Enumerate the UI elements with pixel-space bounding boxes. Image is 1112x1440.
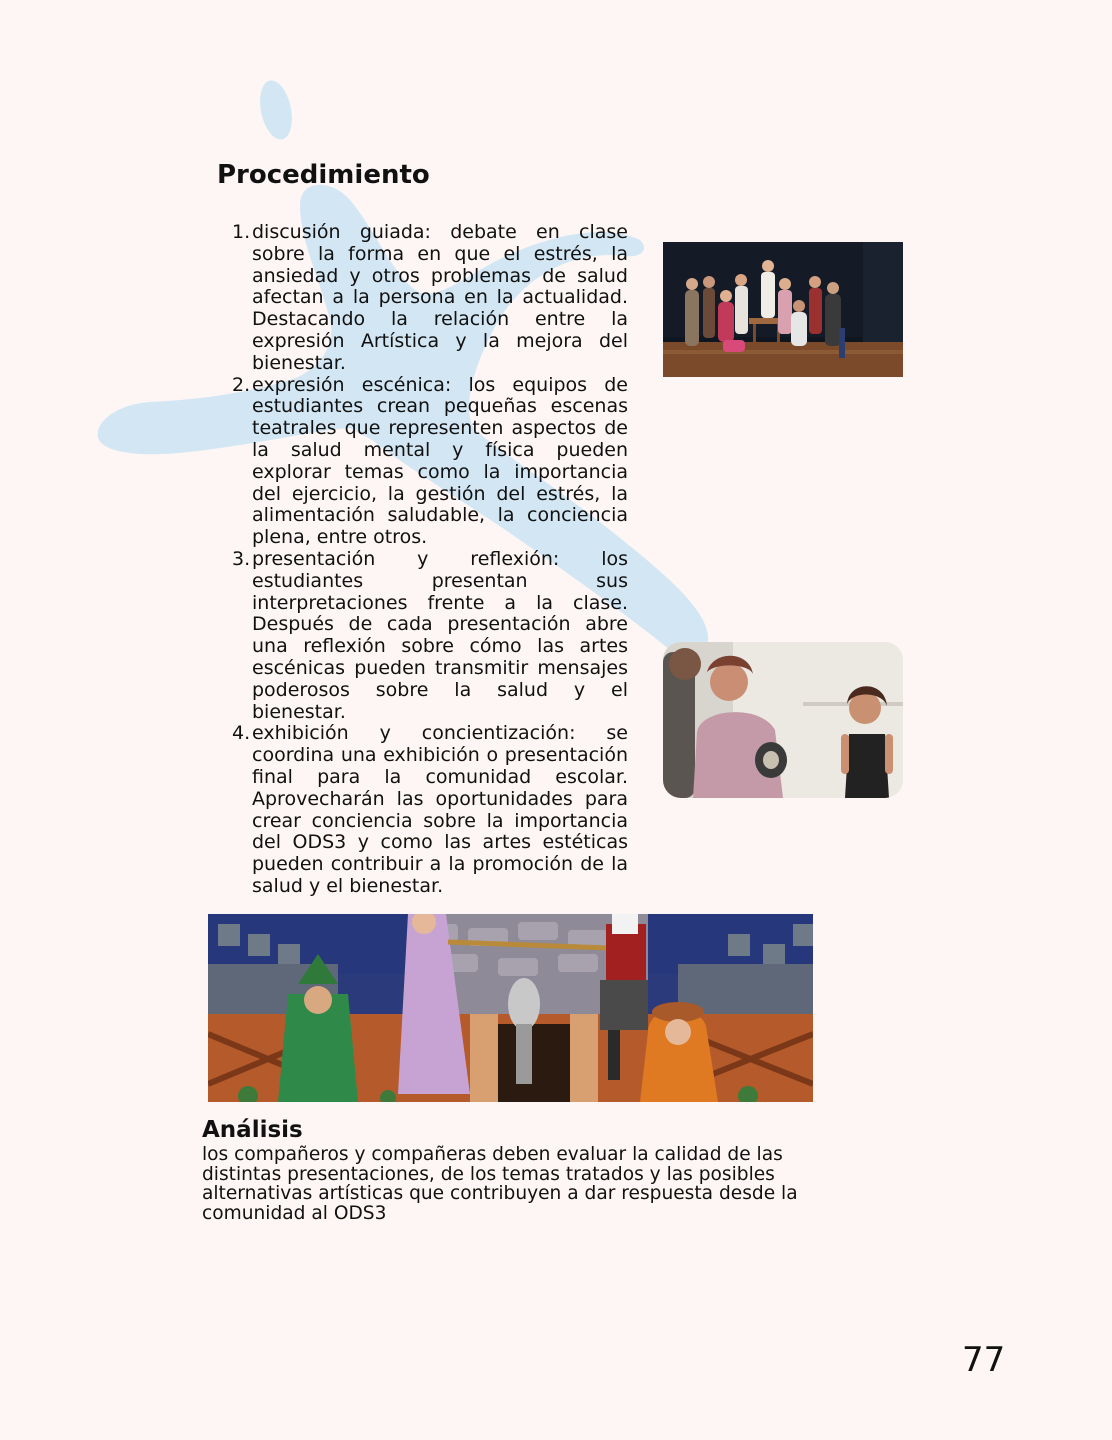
step-number: 3. — [232, 547, 251, 570]
procedure-step — [230, 723, 628, 897]
page-number: 77 — [962, 1340, 1006, 1380]
procedure-step — [230, 375, 628, 549]
procedure-step — [230, 549, 628, 723]
procedure-step — [230, 222, 628, 375]
step-number: 1. — [232, 221, 251, 243]
step-text: presentación y reflexión: los estudiantes presentan sus interpretaciones frente a la clase. Después de cada presentación abre una reflexión sobre cómo las artes escénicas pueden transmitir mensajes poderosos sobre la salud y el bienestar. — [252, 547, 628, 723]
step-number: 2. — [232, 373, 251, 396]
dancers-photo — [663, 642, 903, 798]
analysis-body: los compañeros y compañeras deben evaluar la calidad de las distintas presentaciones, de los temas tratados y las posibles alternativas artísticas que contribuyen a dar respuesta desde la comunidad al ODS3 — [202, 1144, 798, 1224]
step-text: expresión escénica: los equipos de estudiantes crean pequeñas escenas teatrales que representen aspectos de la salud mental y física pueden explorar temas como la importancia del ejercicio, la gestión del estrés, la alimentación saludable, la conciencia plena, entre otros. — [252, 373, 628, 549]
theatre-group-photo — [663, 242, 903, 377]
stage-play-photo — [208, 914, 813, 1102]
step-text: discusión guiada: debate en clase sobre la forma en que el estrés, la ansiedad y otros problemas de salud afectan a la persona en la actualidad. Destacando la relación entre la expresión Artística y la mejora del bienestar. — [252, 221, 628, 374]
step-text: exhibición y concientización: se coordina una exhibición o presentación final para la comunidad escolar. Aprovecharán las oportunidades para crear conciencia sobre la importancia del ODS3 y como las artes estéticas pueden contribuir a la promoción de la salud y el bienestar. — [252, 722, 628, 897]
step-number: 4. — [232, 722, 251, 745]
procedure-list — [230, 222, 628, 898]
analysis-title: Análisis — [202, 1117, 303, 1143]
section-title: Procedimiento — [217, 160, 430, 190]
